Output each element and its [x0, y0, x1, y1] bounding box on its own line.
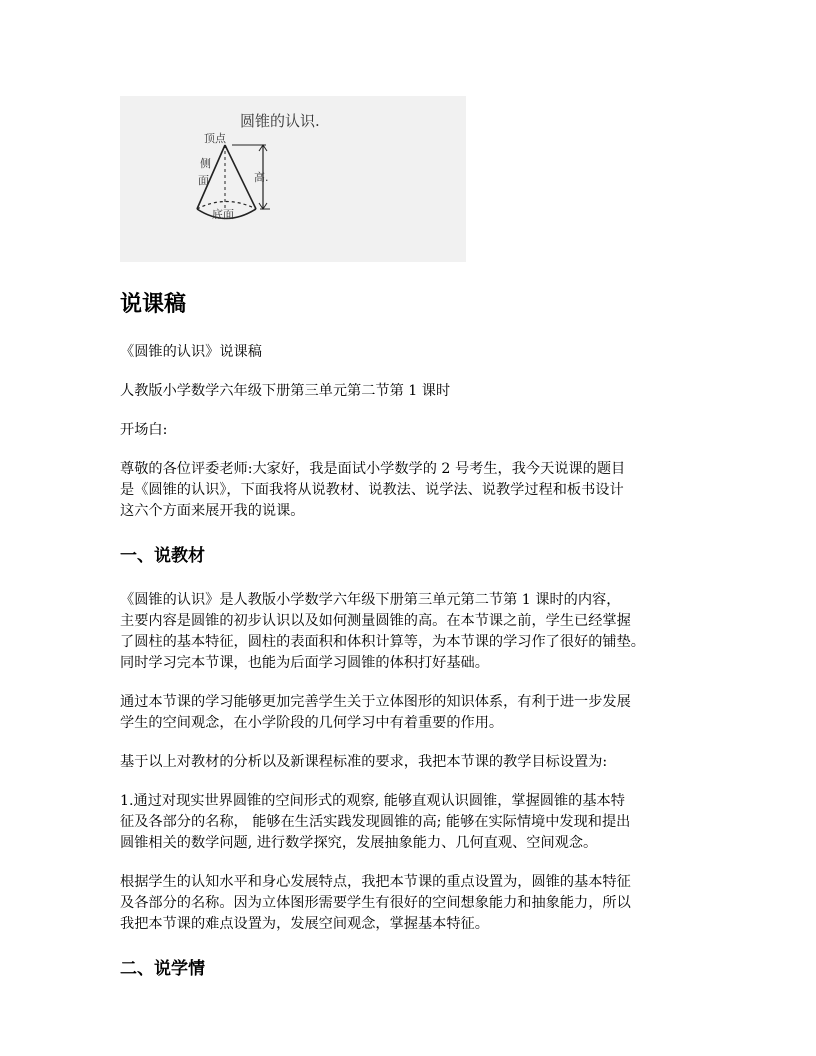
- text-line: 了圆柱的基本特征，圆柱的表面积和体积计算等，为本节课的学习作了很好的铺垫。: [120, 634, 645, 650]
- document-title: 说课稿: [120, 292, 187, 317]
- text-line: 是《圆锥的认识》，下面我将从说教材、说教法、说学法、说教学过程和板书设计: [120, 482, 624, 498]
- label-side-1: 侧: [200, 157, 211, 170]
- opening-paragraph: [120, 459, 710, 522]
- text-line: 征及各部分的名称， 能够在生活实践发现圆锥的高; 能够在实际情境中发现和提出: [120, 814, 631, 830]
- text-line: 基于以上对教材的分析以及新课程标准的要求，我把本节课的教学目标设置为:: [120, 754, 608, 770]
- section1-paragraph-4: [120, 791, 710, 854]
- document-page: [120, 96, 710, 981]
- text-line: 我把本节课的难点设置为，发展空间观念，掌握基本特征。: [120, 916, 489, 932]
- text-line: 尊敬的各位评委老师:大家好，我是面试小学数学的 2 号考生，我今天说课的题目: [120, 461, 626, 477]
- sketch-title: 圆锥的认识.: [240, 112, 320, 130]
- cone-sketch-photo: [120, 96, 466, 262]
- text-line: 这六个方面来展开我的说课。: [120, 503, 305, 519]
- text-line: 同时学习完本节课，也能为后面学习圆锥的体积打好基础。: [120, 655, 489, 671]
- label-apex: 顶点: [204, 132, 226, 145]
- section-heading-2: 二、说学情: [120, 959, 205, 979]
- label-height: 高.: [254, 171, 269, 184]
- section1-paragraph-5: [120, 872, 710, 935]
- edition-line: 人教版小学数学六年级下册第三单元第二节第 1 课时: [120, 383, 451, 399]
- text-line: 根据学生的认知水平和身心发展特点，我把本节课的重点设置为，圆锥的基本特征: [120, 874, 631, 890]
- text-line: 圆锥相关的数学问题, 进行数学探究，发展抽象能力、几何直观、空间观念。: [120, 835, 598, 851]
- text-line: 通过本节课的学习能够更加完善学生关于立体图形的知识体系，有利于进一步发展: [120, 694, 631, 710]
- label-side-2: 面: [198, 174, 209, 187]
- section-heading-1: 一、说教材: [120, 546, 205, 566]
- section1-paragraph-3: [120, 752, 710, 773]
- text-line: 及各部分的名称。因为立体图形需要学生有很好的空间想象能力和抽象能力，所以: [120, 895, 631, 911]
- subtitle: 《圆锥的认识》说课稿: [120, 344, 262, 360]
- text-line: 《圆锥的认识》是人教版小学数学六年级下册第三单元第二节第 1 课时的内容，: [120, 592, 621, 608]
- label-base: 底面: [212, 208, 234, 221]
- text-line: 1.通过对现实世界圆锥的空间形式的观察, 能够直观认识圆锥，掌握圆锥的基本特: [120, 793, 625, 809]
- text-line: 学生的空间观念，在小学阶段的几何学习中有着重要的作用。: [120, 715, 504, 731]
- text-line: 主要内容是圆锥的初步认识以及如何测量圆锥的高。在本节课之前，学生已经掌握: [120, 613, 631, 629]
- section1-paragraph-1: [120, 590, 710, 674]
- section1-paragraph-2: [120, 692, 710, 734]
- cone-sketch-drawing: [120, 96, 466, 262]
- opening-label: 开场白:: [120, 422, 168, 438]
